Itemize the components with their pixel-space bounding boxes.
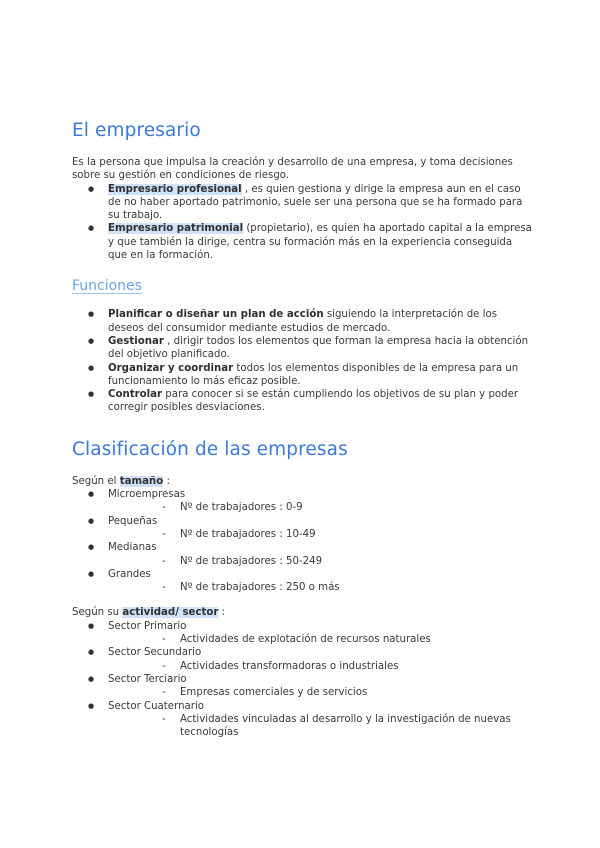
list-item-sector-terciario: ● Sector Terciario - Empresas comerciales y de servicios (72, 673, 532, 700)
actividad-list (72, 620, 532, 740)
heading-funciones: Funciones (72, 278, 142, 295)
list-item-sector-primario: ● Sector Primario - Actividades de explotación de recursos naturales (72, 620, 532, 647)
sub-item: - Actividades vinculadas al desarrollo y la investigación de nuevas tecnologías (108, 713, 532, 740)
heading-el-empresario: El empresario (72, 120, 201, 141)
list-item-empresario-profesional: ● Empresario profesional , es quien gestiona y dirige la empresa aun en el caso de no haber aportado patrimonio, suele ser una persona que se ha formado para su trabajo. (72, 183, 532, 223)
sub-item: - Nº de trabajadores : 0-9 (108, 501, 532, 514)
list-item: ● Organizar y coordinar todos los elementos disponibles de la empresa para un funcionamiento lo más eficaz posible. (72, 362, 532, 389)
sub-item: - Empresas comerciales y de servicios (108, 686, 532, 699)
actividad-intro: Según su actividad/ sector : (72, 607, 226, 619)
term-empresario-profesional: Empresario profesional (108, 183, 242, 195)
list-item-medianas: ● Medianas - Nº de trabajadores : 50-249 (72, 541, 532, 568)
tamano-list (72, 488, 532, 594)
keyword-tamano: tamaño (119, 475, 164, 487)
empresario-types-list (72, 183, 532, 263)
sub-item: - Nº de trabajadores : 250 o más (108, 581, 532, 594)
sub-item: - Actividades de explotación de recursos naturales (108, 633, 532, 646)
heading-clasificacion: Clasificación de las empresas (72, 438, 348, 460)
list-item: ● Controlar para conocer si se están cumpliendo los objetivos de su plan y poder corregir posibles desviaciones. (72, 388, 532, 415)
sub-item: - Nº de trabajadores : 10-49 (108, 528, 532, 541)
list-item-sector-cuaternario: ● Sector Cuaternario - Actividades vinculadas al desarrollo y la investigación de nuevas tecnologías (72, 700, 532, 740)
funciones-list (72, 308, 532, 414)
term-empresario-patrimonial: Empresario patrimonial (108, 223, 244, 235)
list-item-microempresas: ● Microempresas - Nº de trabajadores : 0-9 (72, 488, 532, 515)
list-item-empresario-patrimonial: ● Empresario patrimonial (propietario), es quien ha aportado capital a la empresa y que también la dirige, centra su formación más en la experiencia conseguida que en la formación. (72, 222, 532, 262)
list-item: ● Gestionar , dirigir todos los elementos que forman la empresa hacia la obtención del objetivo planificado. (72, 335, 532, 362)
list-item: ● Planificar o diseñar un plan de acción siguiendo la interpretación de los deseos del consumidor mediante estudios de mercado. (72, 308, 532, 335)
intro-paragraph: Es la persona que impulsa la creación y desarrollo de una empresa, y toma decisiones sobre su gestión en condiciones de riesgo. (72, 157, 513, 182)
list-item-pequenas: ● Pequeñas - Nº de trabajadores : 10-49 (72, 515, 532, 542)
sub-item: - Actividades transformadoras o industriales (108, 660, 532, 673)
list-item-grandes: ● Grandes - Nº de trabajadores : 250 o más (72, 568, 532, 595)
keyword-actividad-sector: actividad/ sector (122, 607, 219, 619)
tamano-intro: Según el tamaño : (72, 475, 170, 487)
list-item-sector-secundario: ● Sector Secundario - Actividades transformadoras o industriales (72, 646, 532, 673)
document-body (72, 118, 532, 739)
sub-item: - Nº de trabajadores : 50-249 (108, 555, 532, 568)
